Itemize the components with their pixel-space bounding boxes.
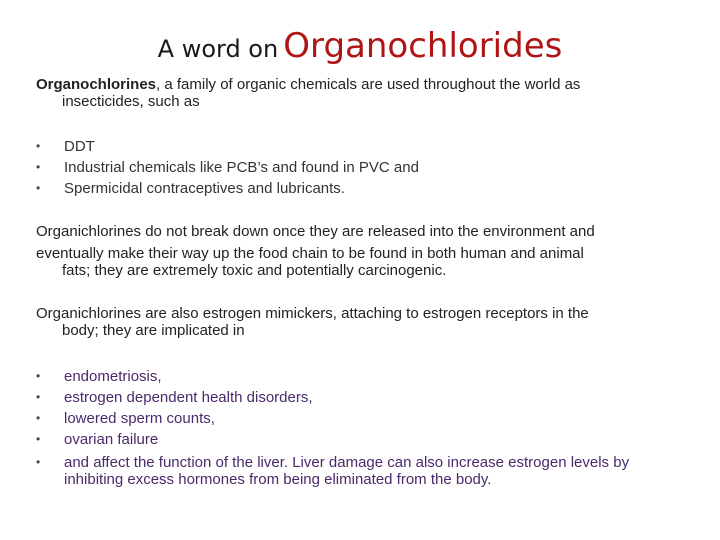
estrogen-paragraph xyxy=(36,305,686,339)
list-item xyxy=(36,454,686,488)
list-item xyxy=(36,366,686,387)
para3-line2: body; they are implicated in xyxy=(62,322,245,339)
intro-line1-text: , a family of organic chemicals are used throughout the world as xyxy=(156,76,581,93)
para3-line1: Organichlorines are also estrogen mimickers, attaching to estrogen receptors in the xyxy=(36,305,589,322)
intro-line2-text: insecticides, such as xyxy=(62,93,200,110)
list-item xyxy=(36,408,686,429)
list-item-text: Spermicidal contraceptives and lubricants. xyxy=(64,180,345,197)
list-item xyxy=(36,429,686,450)
list-item-text: and affect the function of the liver. Liver damage can also increase estrogen levels by inhibiting excess hormones from being eliminated from the body. xyxy=(64,454,630,488)
list-item-text: Industrial chemicals like PCB’s and found in PVC and xyxy=(64,159,419,176)
list-item xyxy=(36,136,686,157)
list-item xyxy=(36,178,686,199)
bullet-icon: • xyxy=(36,455,41,469)
title-prefix: A word on xyxy=(157,35,279,63)
list-item-text: lowered sperm counts, xyxy=(64,410,215,427)
bullet-icon: • xyxy=(36,411,41,425)
list-substances xyxy=(36,136,686,199)
intro-bold-term: Organochlorines xyxy=(36,76,157,93)
bullet-icon: • xyxy=(36,139,41,153)
list-item-text: estrogen dependent health disorders, xyxy=(64,389,313,406)
list-health-effects xyxy=(36,366,686,488)
list-item-text: endometriosis, xyxy=(64,368,162,385)
list-item xyxy=(36,387,686,408)
list-item-text: ovarian failure xyxy=(64,431,159,448)
bullet-icon: • xyxy=(36,390,41,404)
bullet-icon: • xyxy=(36,369,41,383)
bullet-icon: • xyxy=(36,181,41,195)
persistence-paragraph xyxy=(36,223,686,279)
slide-title xyxy=(0,26,720,66)
bullet-icon: • xyxy=(36,160,41,174)
para2-line2: eventually make their way up the food chain to be found in both human and animal xyxy=(36,245,584,262)
title-main: Organochlorides xyxy=(283,26,563,66)
list-item xyxy=(36,157,686,178)
list-item-text: DDT xyxy=(64,138,95,155)
bullet-icon: • xyxy=(36,432,41,446)
intro-paragraph xyxy=(36,76,686,110)
para2-line3: fats; they are extremely toxic and potentially carcinogenic. xyxy=(62,262,447,279)
para2-line1: Organichlorines do not break down once they are released into the environment and xyxy=(36,223,595,240)
